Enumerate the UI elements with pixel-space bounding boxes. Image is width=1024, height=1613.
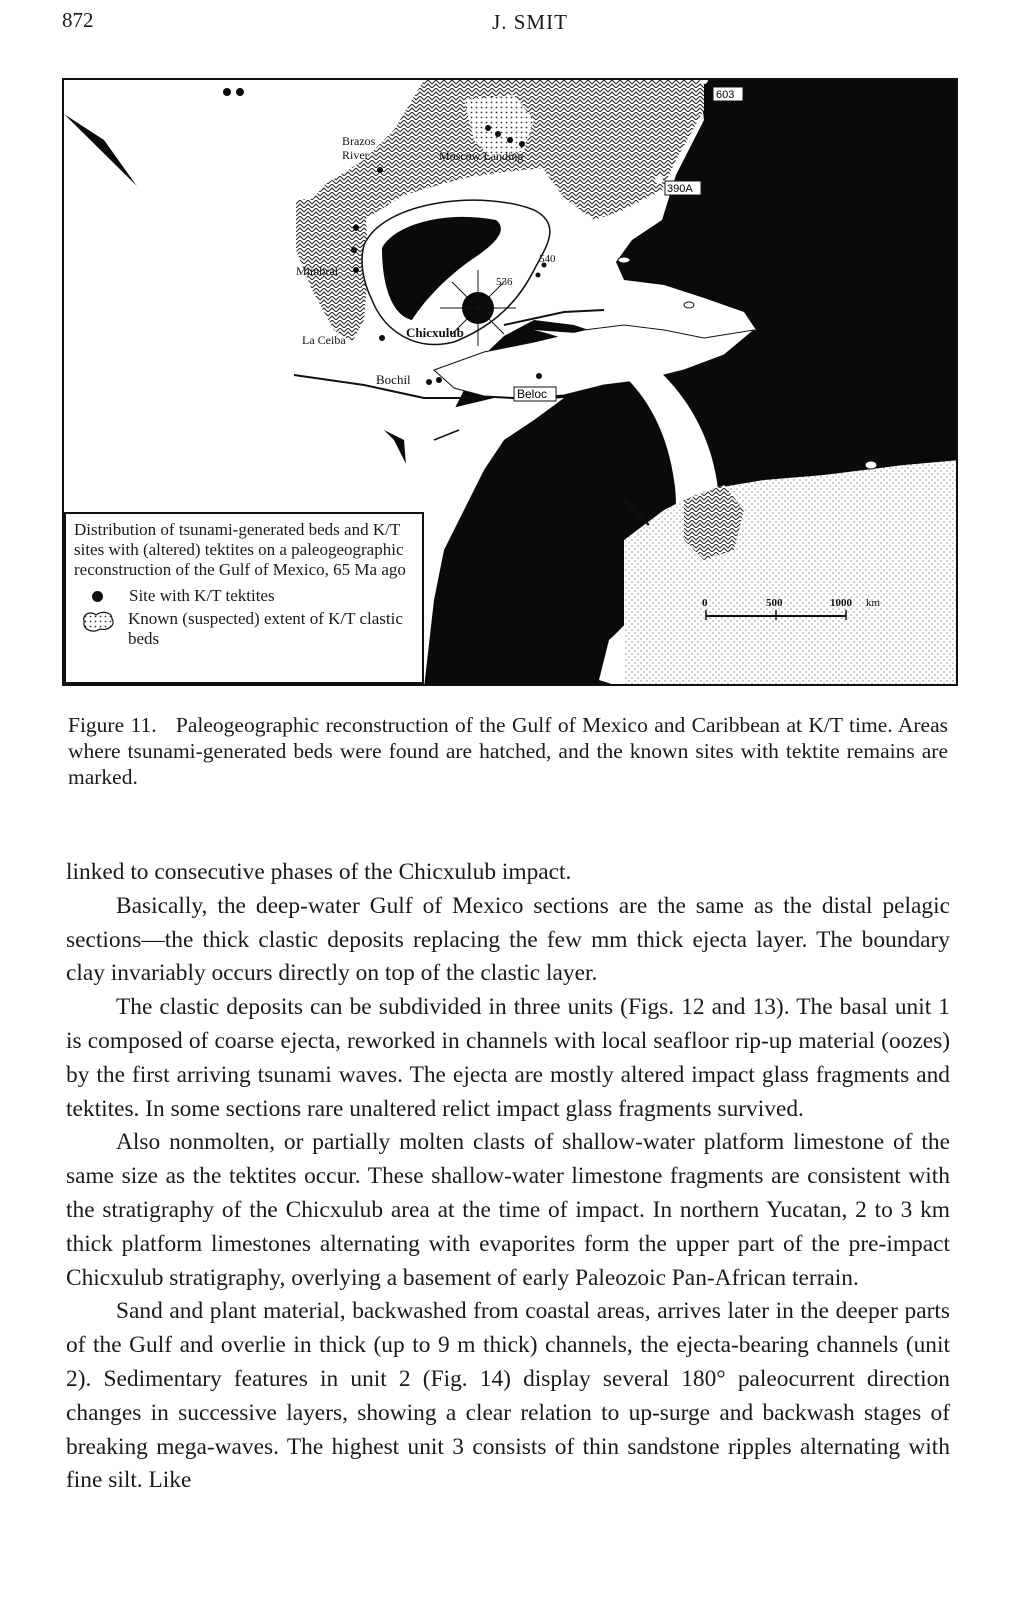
caption-label: Figure 11. [68,713,157,737]
label-536: 536 [496,276,513,288]
legend-extent-label: Known (suspected) extent of K/T clastic beds [128,609,403,648]
scale-tick-0: 0 [702,597,708,609]
label-bochil: Bochil [376,372,411,387]
clastic-extent-icon [78,609,118,633]
map-legend [64,512,424,684]
label-603-box [713,87,743,101]
paragraph-2: Basically, the deep-water Gulf of Mexico sections are the same as the distal pelagic sections—the thick clastic deposits replacing the few mm thick ejecta layer. The boundary clay invariably occurs directly on top of the clastic layer. [66,892,950,987]
scale-unit: km [866,597,881,609]
scale-tick-1000: 1000 [830,597,852,609]
label-moscow-landing: Moscow Landing [439,149,524,163]
paragraph-1: linked to consecutive phases of the Chicxulub impact. [66,859,572,885]
paragraph-4: Also nonmolten, or partially molten clasts of shallow-water platform limestone of the same size as the tektites occur. These shallow-water limestone fragments are consistent with the stratigraphy of the Chicxulub area at the time of impact. In northern Yucatan, 2 to 3 km thick platform limestones alternating with evaporites form the upper part of the pre-impact Chicxulub stratigraphy, overlying a basement of early Paleozoic Pan-African terrain. [66,1129,950,1291]
body-text [66,856,950,1498]
label-mimbral: Mimbral [296,264,338,278]
label-brazos: Brazos [342,134,376,148]
label-chicxulub: Chicxulub [406,325,464,340]
label-la-ceiba: La Ceiba [302,333,346,347]
legend-extent-item [74,609,414,649]
legend-site-item [74,586,414,606]
site-dot-icon [92,591,103,602]
page-header [0,8,1024,40]
caption-text: Paleogeographic reconstruction of the Gulf of Mexico and Caribbean at K/T time. Areas where tsunami-generated beds were found are hatched, and the known sites with tektite remains are marked. [68,713,948,789]
label-390a-box [665,181,701,195]
running-head: J. SMIT [492,10,568,34]
label-540: 540 [539,253,556,265]
svg-text:603: 603 [716,89,735,101]
paragraph-3: The clastic deposits can be subdivided in three units (Figs. 12 and 13). The basal unit 1 is composed of coarse ejecta, reworked in channels with local seafloor rip-up material (oozes) by the first arriving tsunami waves. The ejecta are mostly altered impact glass fragments and tektites. In some sections rare unaltered relict impact glass fragments survived. [66,994,950,1122]
legend-description: Distribution of tsunami-generated beds and K/T sites with (altered) tektites on a paleogeographic reconstruction of the Gulf of Mexico, 65 Ma ago [74,520,406,579]
label-river: River [342,148,369,162]
paragraph-5: Sand and plant material, backwashed from coastal areas, arrives later in the deeper parts of the Gulf and overlie in thick (up to 9 m thick) channels, the ejecta-bearing channels (unit 2). Sedimentary features in unit 2 (Fig. 14) display several 180° paleocurrent direction changes in successive layers, showing a clear relation to up-surge and backwash stages of breaking mega-waves. The highest unit 3 consists of thin sandstone ripples alternating with fine silt. Like [66,1298,950,1494]
page-number: 872 [62,8,94,32]
scale-tick-500: 500 [766,597,783,609]
svg-text:390A: 390A [667,183,693,195]
label-beloc-box [514,387,556,401]
legend-site-label: Site with K/T tektites [129,586,275,605]
svg-text:Beloc: Beloc [517,387,548,401]
figure-caption [68,712,948,790]
